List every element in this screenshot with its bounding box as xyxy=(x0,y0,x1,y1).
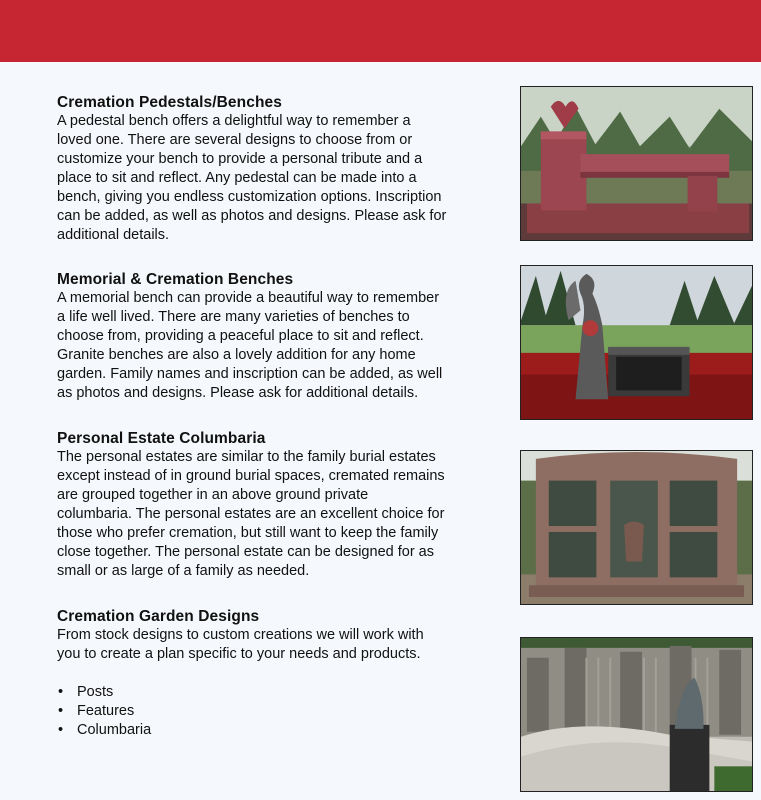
cremation-garden-photo xyxy=(520,637,753,792)
section-title: Personal Estate Columbaria xyxy=(57,430,266,447)
list-item: • Columbaria xyxy=(57,721,502,740)
bullet-list xyxy=(57,683,502,740)
section-pedestal-benches xyxy=(57,93,502,245)
section-garden-designs xyxy=(57,607,502,740)
section-body: The personal estates are similar to the family burial estates except instead of in ground burial spaces, cremated remains are grouped together in an above ground private columbaria. The personal estates are an excellent choice for those who prefer cremation, but still want to keep the family close together. The personal estate can be designed for as small or as large of a family as needed. xyxy=(57,449,445,579)
section-body: A memorial bench can provide a beautiful way to remember a life well lived. There are many varieties of benches to choose from, providing a peaceful place to sit and reflect. Granite benches are also a lovely addition for any home garden. Family names and inscription can be added, as well as photos and designs. Please ask for additional details. xyxy=(57,290,443,401)
list-item: • Features xyxy=(57,702,502,721)
section-body: A pedestal bench offers a delightful way to remember a loved one. There are several designs to choose from or customize your bench to provide a personal tribute and a place to sit and reflect. Any pedestal can be made into a bench, giving you endless customization options. Inscription can be added, as well as photos and designs. Please ask for additional details. xyxy=(57,113,447,243)
section-body: From stock designs to custom creations we will work with you to create a plan specific to your needs and products. xyxy=(57,627,424,662)
section-personal-estate-columbaria xyxy=(57,429,502,581)
header-bar xyxy=(0,0,761,62)
section-title: Memorial & Cremation Benches xyxy=(57,271,294,288)
section-title: Cremation Garden Designs xyxy=(57,608,260,625)
personal-estate-columbaria-photo xyxy=(520,450,753,605)
section-title: Cremation Pedestals/Benches xyxy=(57,94,282,111)
pedestal-bench-photo xyxy=(520,86,753,241)
list-item: • Posts xyxy=(57,683,502,702)
section-memorial-benches xyxy=(57,270,502,403)
memorial-bench-photo xyxy=(520,265,753,420)
